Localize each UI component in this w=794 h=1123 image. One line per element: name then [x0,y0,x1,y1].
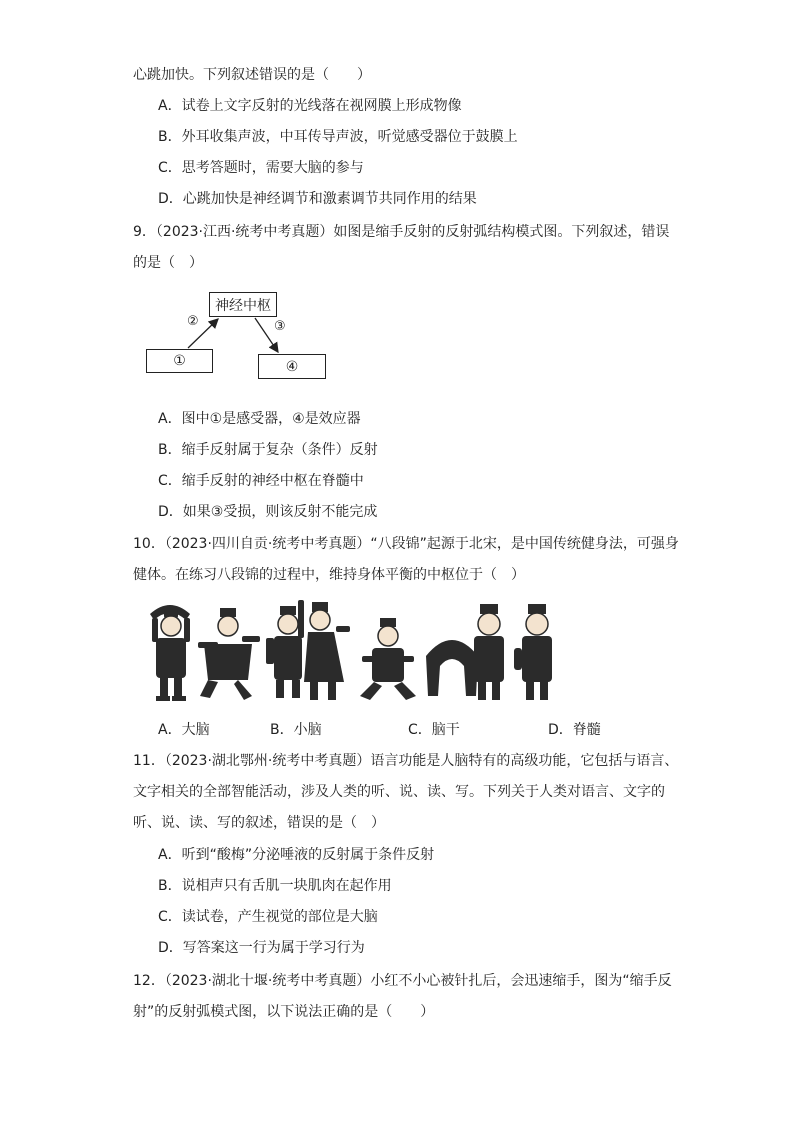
q10-option-d[interactable]: D．脊髓 [548,722,601,738]
q11-option-a[interactable]: A．听到“酸梅”分泌唾液的反射属于条件反射 [158,847,435,863]
label-3: ③ [274,319,286,334]
q8-option-a[interactable]: A．试卷上文字反射的光线落在视网膜上形成物像 [158,98,462,114]
figure-4 [304,602,350,700]
q8-option-b[interactable]: B．外耳收集声波，中耳传导声波，听觉感受器位于鼓膜上 [158,129,518,145]
q9-option-a[interactable]: A．图中①是感受器，④是效应器 [158,411,361,427]
label-2: ② [187,314,199,329]
figure-7 [474,604,504,700]
figure-5 [360,618,416,700]
receptor-box: ① [146,349,213,373]
q11-option-b[interactable]: B．说相声只有舌肌一块肌肉在起作用 [158,878,392,894]
nerve-center-box: 神经中枢 [209,292,277,317]
q9-option-c[interactable]: C．缩手反射的神经中枢在脊髓中 [158,473,364,489]
q9-option-d[interactable]: D．如果③受损，则该反射不能完成 [158,504,378,520]
reflex-arc-diagram [140,286,340,386]
q11-stem-line1: 11．（2023·湖北鄂州·统考中考真题）语言功能是人脑特有的高级功能，它包括与语言、 [133,753,679,769]
baduanjin-figures [140,596,560,708]
q11-option-d[interactable]: D．写答案这一行为属于学习行为 [158,940,365,956]
q12-stem-line1: 12．（2023·湖北十堰·统考中考真题）小红不小心被针扎后，会迅速缩手，图为“缩手反 [133,973,672,989]
figure-6 [426,640,478,696]
reflex-arrows [140,286,340,386]
q11-option-c[interactable]: C．读试卷，产生视觉的部位是大脑 [158,909,378,925]
figure-2 [198,608,260,700]
q9-stem-line1: 9．（2023·江西·统考中考真题）如图是缩手反射的反射弧结构模式图。下列叙述，错误 [133,224,670,240]
q9-stem-line2: 的是（ ） [133,255,203,271]
q8-stem-tail: 心跳加快。下列叙述错误的是（ ） [133,67,371,83]
figure-3 [266,600,304,698]
q9-option-b[interactable]: B．缩手反射属于复杂（条件）反射 [158,442,378,458]
q8-option-d[interactable]: D．心跳加快是神经调节和激素调节共同作用的结果 [158,191,477,207]
q10-option-c[interactable]: C．脑干 [408,722,460,738]
q12-stem-line2: 射”的反射弧模式图，以下说法正确的是（ ） [133,1004,435,1020]
q8-option-c[interactable]: C．思考答题时，需要大脑的参与 [158,160,364,176]
q10-stem-line1: 10．（2023·四川自贡·统考中考真题）“八段锦”起源于北宋，是中国传统健身法，可强身 [133,536,679,552]
q11-stem-line3: 听、说、读、写的叙述，错误的是（ ） [133,815,385,831]
q10-option-a[interactable]: A．大脑 [158,722,210,738]
figure-1 [150,605,190,701]
figure-8 [514,604,552,700]
q11-stem-line2: 文字相关的全部智能活动，涉及人类的听、说、读、写。下列关于人类对语言、文字的 [133,784,665,800]
q10-stem-line2: 健体。在练习八段锦的过程中，维持身体平衡的中枢位于（ ） [133,567,525,583]
effector-box: ④ [258,354,326,379]
q10-option-b[interactable]: B．小脑 [270,722,322,738]
